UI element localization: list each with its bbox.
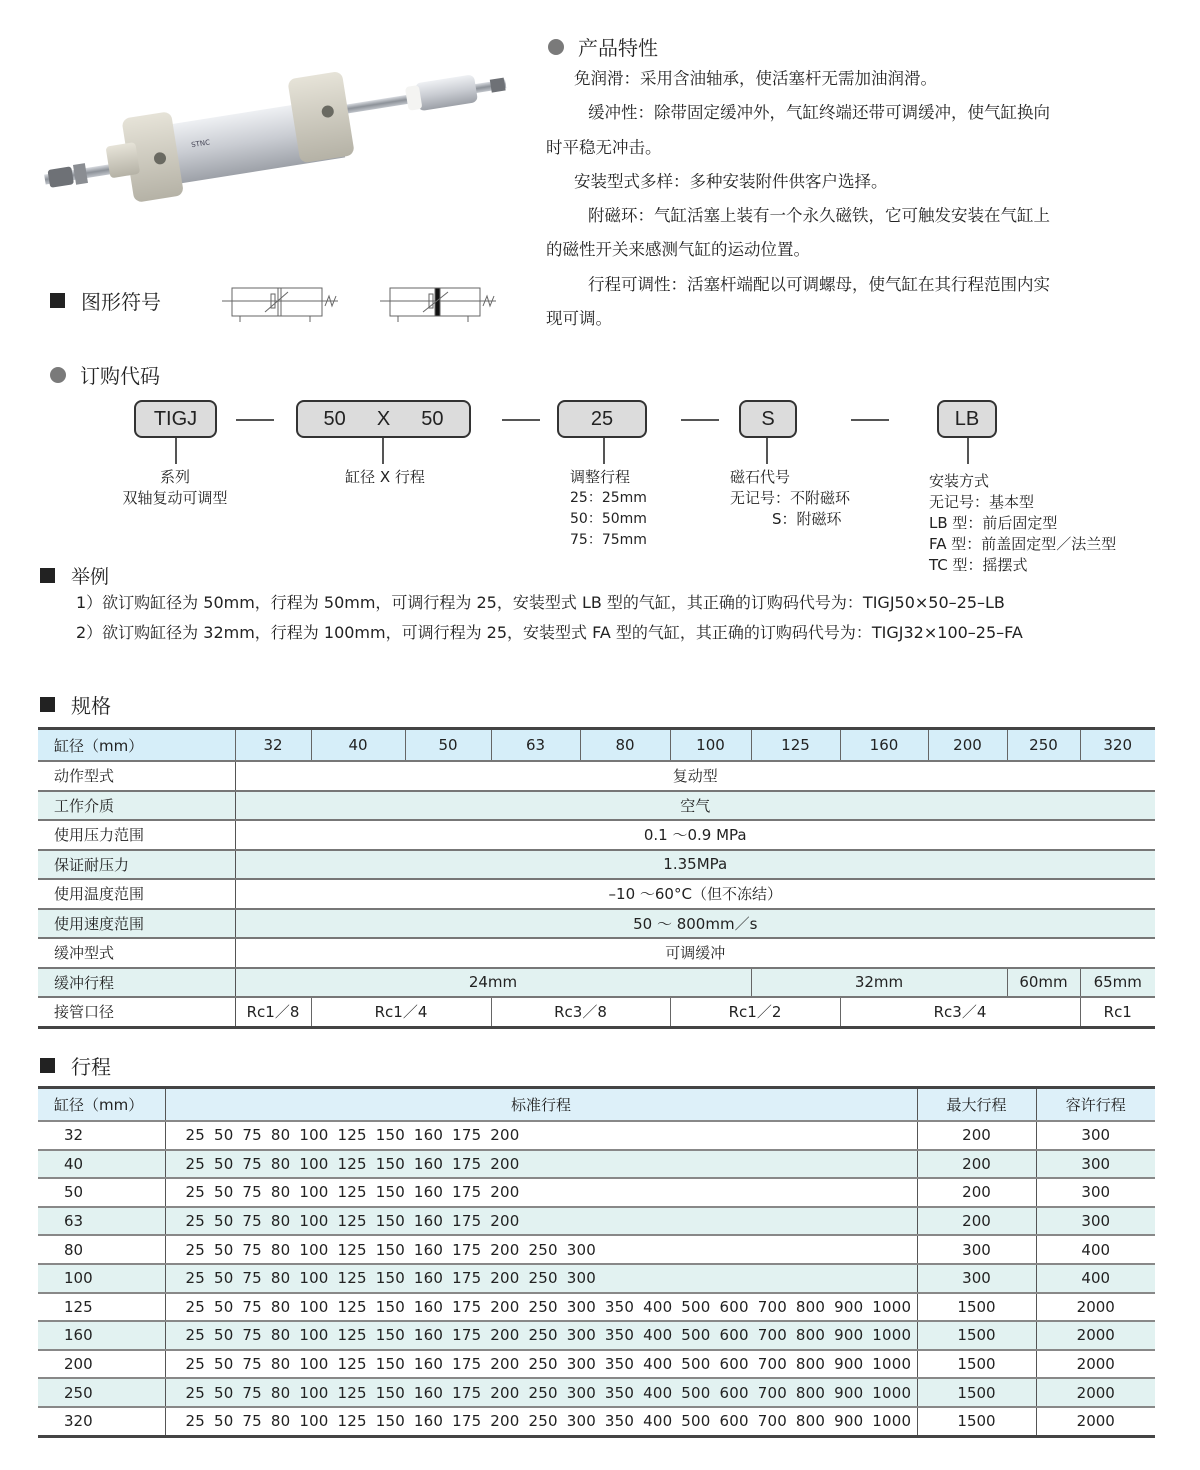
bore-header-cell: 63 <box>491 729 580 762</box>
stroke-max-cell: 300 <box>917 1264 1036 1293</box>
connector-line <box>175 438 177 464</box>
code-dash <box>681 419 719 421</box>
spec-title: 规格 <box>71 694 111 718</box>
stroke-row <box>38 1293 1155 1322</box>
example-title: 举例 <box>71 566 110 588</box>
spec-row-port <box>38 997 1155 1027</box>
port-cell: Rc1 <box>1080 997 1155 1027</box>
label-line: 调整行程 <box>570 468 631 486</box>
stroke-row <box>38 1378 1155 1407</box>
cylinder-magnet-symbol-icon <box>378 284 503 324</box>
stroke-standard-cell: 25 50 75 80 100 125 150 160 175 200 <box>165 1178 917 1207</box>
stroke-bore-cell: 320 <box>38 1407 165 1436</box>
code-magnet-value: S <box>761 407 775 430</box>
code-box-magnet <box>739 400 797 438</box>
spec-row-value: 复动型 <box>235 761 1155 791</box>
bore-header-cell: 200 <box>928 729 1007 762</box>
spec-row <box>38 791 1155 821</box>
spec-row-label: 接管口径 <box>38 997 235 1027</box>
bore-header-cell: 160 <box>840 729 928 762</box>
spec-heading <box>40 690 111 719</box>
stroke-bore-cell: 63 <box>38 1207 165 1236</box>
spec-row <box>38 938 1155 968</box>
stroke-allow-cell: 2000 <box>1036 1321 1155 1350</box>
stroke-max-cell: 200 <box>917 1178 1036 1207</box>
stroke-max-cell: 1500 <box>917 1350 1036 1379</box>
label-line: LB 型：前后固定型 <box>929 514 1058 532</box>
label-line: 25：25mm <box>570 490 647 506</box>
code-box-adjust <box>557 400 647 438</box>
label-line: FA 型：前盖固定型／法兰型 <box>929 535 1117 553</box>
stroke-row <box>38 1207 1155 1236</box>
features-body <box>546 62 1136 336</box>
spec-table <box>38 727 1155 1029</box>
spec-row-cushion-stroke <box>38 968 1155 998</box>
spec-row-value: –10 ～60°C（但不冻结） <box>235 879 1155 909</box>
stroke-allow-cell: 400 <box>1036 1264 1155 1293</box>
spec-row <box>38 879 1155 909</box>
stroke-allow-cell: 2000 <box>1036 1407 1155 1436</box>
cushion-stroke-cell: 24mm <box>235 968 751 998</box>
spec-row-value: 0.1 ～0.9 MPa <box>235 820 1155 850</box>
stroke-standard-cell: 25 50 75 80 100 125 150 160 175 200 250 300 350 400 500 600 700 800 900 1000 <box>165 1407 917 1436</box>
feature-line: 免润滑：采用含油轴承，使活塞杆无需加油润滑。 <box>574 69 937 88</box>
code-adjust-value: 25 <box>590 407 614 430</box>
stroke-heading <box>40 1051 111 1080</box>
example-heading <box>40 562 109 589</box>
code-box-series <box>134 400 217 438</box>
stroke-header-standard: 标准行程 <box>165 1088 917 1122</box>
stroke-bore-cell: 250 <box>38 1378 165 1407</box>
stroke-max-cell: 300 <box>917 1235 1036 1264</box>
stroke-standard-cell: 25 50 75 80 100 125 150 160 175 200 <box>165 1121 917 1150</box>
spec-row-label: 保证耐压力 <box>38 850 235 880</box>
stroke-standard-cell: 25 50 75 80 100 125 150 160 175 200 250 300 350 400 500 600 700 800 900 1000 <box>165 1378 917 1407</box>
stroke-max-cell: 200 <box>917 1150 1036 1179</box>
feature-line: 行程可调性：活塞杆端配以可调螺母，使气缸在其行程范围内实 <box>588 274 1050 294</box>
code-dash <box>236 419 274 421</box>
example-line: 2）欲订购缸径为 32mm，行程为 100mm，可调行程为 25，安装型式 FA 型的气缸，其正确的订购码代号为：TIGJ32×100–25–FA <box>76 623 1023 642</box>
feature-line: 现可调。 <box>546 309 612 329</box>
stroke-allow-cell: 300 <box>1036 1207 1155 1236</box>
features-title: 产品特性 <box>578 36 658 60</box>
stroke-table <box>38 1086 1155 1438</box>
stroke-row <box>38 1407 1155 1436</box>
stroke-header-row <box>38 1088 1155 1122</box>
port-cell: Rc1／2 <box>670 997 840 1027</box>
cushion-stroke-cell: 60mm <box>1007 968 1080 998</box>
stroke-header-allow: 容许行程 <box>1036 1088 1155 1122</box>
code-box-mount <box>937 400 997 438</box>
bullet-circle-icon <box>50 367 66 383</box>
spec-row <box>38 909 1155 939</box>
stroke-bore-cell: 80 <box>38 1235 165 1264</box>
stroke-title: 行程 <box>71 1055 111 1079</box>
stroke-bore-cell: 100 <box>38 1264 165 1293</box>
stroke-allow-cell: 2000 <box>1036 1350 1155 1379</box>
code-x-separator: X <box>376 407 391 430</box>
stroke-row <box>38 1121 1155 1150</box>
port-cell: Rc1／8 <box>235 997 311 1027</box>
stroke-header-bore: 缸径（mm） <box>38 1088 165 1122</box>
stroke-standard-cell: 25 50 75 80 100 125 150 160 175 200 250 300 350 400 500 600 700 800 900 1000 <box>165 1350 917 1379</box>
label-line: TC 型：摇摆式 <box>929 556 1028 574</box>
feature-line: 安装型式多样：多种安装附件供客户选择。 <box>574 171 888 191</box>
stroke-bore-cell: 32 <box>38 1121 165 1150</box>
label-line: 磁石代号 <box>730 468 791 486</box>
spec-row-label: 缓冲型式 <box>38 938 235 968</box>
stroke-allow-cell: 300 <box>1036 1178 1155 1207</box>
feature-line: 缓冲性：除带固定缓冲外，气缸终端还带可调缓冲，使气缸换向 <box>588 103 1050 123</box>
port-cell: Rc3／8 <box>491 997 670 1027</box>
stroke-allow-cell: 2000 <box>1036 1378 1155 1407</box>
spec-row <box>38 820 1155 850</box>
adjust-description <box>570 467 647 551</box>
order-code-heading <box>50 360 160 389</box>
code-dash <box>502 419 540 421</box>
mount-description <box>929 471 1116 576</box>
connector-line <box>766 438 768 464</box>
port-cell: Rc1／4 <box>311 997 491 1027</box>
stroke-bore-cell: 125 <box>38 1293 165 1322</box>
stroke-standard-cell: 25 50 75 80 100 125 150 160 175 200 250 300 350 400 500 600 700 800 900 1000 <box>165 1293 917 1322</box>
spec-row-value: 空气 <box>235 791 1155 821</box>
stroke-row <box>38 1321 1155 1350</box>
graphic-symbol-title: 图形符号 <box>81 290 161 314</box>
stroke-standard-cell: 25 50 75 80 100 125 150 160 175 200 250 300 350 400 500 600 700 800 900 1000 <box>165 1321 917 1350</box>
spec-row-label: 缓冲行程 <box>38 968 235 998</box>
stroke-row <box>38 1235 1155 1264</box>
spec-row-label: 工作介质 <box>38 791 235 821</box>
stroke-standard-cell: 25 50 75 80 100 125 150 160 175 200 250 300 <box>165 1264 917 1293</box>
code-mount-value: LB <box>954 407 980 430</box>
stroke-header-max: 最大行程 <box>917 1088 1036 1122</box>
stroke-standard-cell: 25 50 75 80 100 125 150 160 175 200 <box>165 1207 917 1236</box>
spec-row-value: 50 ～ 800mm／s <box>235 909 1155 939</box>
order-code-title: 订购代码 <box>80 364 160 388</box>
stroke-allow-cell: 400 <box>1036 1235 1155 1264</box>
label-line: 系列 <box>159 468 190 486</box>
port-cell: Rc3／4 <box>840 997 1080 1027</box>
stroke-max-cell: 1500 <box>917 1407 1036 1436</box>
code-dash <box>851 419 889 421</box>
connector-line <box>603 438 605 464</box>
graphic-symbol-heading <box>50 286 161 315</box>
bore-header-cell: 40 <box>311 729 405 762</box>
spec-header-row <box>38 729 1155 762</box>
bore-header-cell: 32 <box>235 729 311 762</box>
bullet-square-icon <box>50 293 65 308</box>
cushion-stroke-cell: 32mm <box>751 968 1007 998</box>
spec-row-label: 动作型式 <box>38 761 235 791</box>
stroke-row <box>38 1150 1155 1179</box>
label-line: 无记号：不附磁环 <box>730 489 851 507</box>
spec-row-value: 可调缓冲 <box>235 938 1155 968</box>
bore-header-cell: 50 <box>405 729 491 762</box>
stroke-max-cell: 200 <box>917 1121 1036 1150</box>
code-box-bore-stroke <box>296 400 471 438</box>
stroke-bore-cell: 40 <box>38 1150 165 1179</box>
bore-stroke-description <box>330 467 440 488</box>
label-line: 缸径 X 行程 <box>345 468 425 486</box>
connector-line <box>967 438 969 464</box>
stroke-bore-cell: 50 <box>38 1178 165 1207</box>
spec-row-label: 使用压力范围 <box>38 820 235 850</box>
feature-line: 时平稳无冲击。 <box>546 137 662 157</box>
stroke-max-cell: 1500 <box>917 1293 1036 1322</box>
spec-row-label: 使用速度范围 <box>38 909 235 939</box>
connector-line <box>382 438 384 464</box>
cushion-stroke-cell: 65mm <box>1080 968 1155 998</box>
stroke-row <box>38 1350 1155 1379</box>
label-line: 50：50mm <box>570 511 647 527</box>
stroke-max-cell: 200 <box>917 1207 1036 1236</box>
series-description <box>100 467 250 509</box>
spec-row <box>38 761 1155 791</box>
stroke-allow-cell: 300 <box>1036 1150 1155 1179</box>
cylinder-symbol-icon <box>220 284 345 324</box>
magnet-description <box>730 467 850 530</box>
spec-row <box>38 850 1155 880</box>
code-bore-value: 50 <box>323 407 346 430</box>
stroke-max-cell: 1500 <box>917 1378 1036 1407</box>
bullet-circle-icon <box>548 39 564 55</box>
stroke-standard-cell: 25 50 75 80 100 125 150 160 175 200 <box>165 1150 917 1179</box>
label-line: 无记号：基本型 <box>929 493 1035 511</box>
stroke-allow-cell: 300 <box>1036 1121 1155 1150</box>
bore-header-cell: 250 <box>1007 729 1080 762</box>
stroke-row <box>38 1178 1155 1207</box>
stroke-bore-cell: 160 <box>38 1321 165 1350</box>
label-line: 双轴复动可调型 <box>122 489 228 507</box>
label-line: 安装方式 <box>929 472 990 490</box>
stroke-allow-cell: 2000 <box>1036 1293 1155 1322</box>
bore-header-cell: 100 <box>670 729 751 762</box>
stroke-max-cell: 1500 <box>917 1321 1036 1350</box>
label-line: 75：75mm <box>570 532 647 548</box>
stroke-bore-cell: 200 <box>38 1350 165 1379</box>
code-stroke-value: 50 <box>421 407 444 430</box>
spec-row-label: 使用温度范围 <box>38 879 235 909</box>
label-line: S：附磁环 <box>772 510 842 528</box>
code-series-value: TIGJ <box>153 407 198 430</box>
feature-line: 的磁性开关来感测气缸的运动位置。 <box>546 240 810 260</box>
spec-row-value: 1.35MPa <box>235 850 1155 880</box>
bore-header-cell: 320 <box>1080 729 1155 762</box>
bullet-square-icon <box>40 1058 55 1073</box>
feature-line: 附磁环：气缸活塞上装有一个永久磁铁，它可触发安装在气缸上 <box>588 206 1050 226</box>
stroke-row <box>38 1264 1155 1293</box>
bore-header-cell: 125 <box>751 729 840 762</box>
brand-label: STNC <box>190 138 211 150</box>
bore-header-cell: 80 <box>580 729 670 762</box>
features-heading <box>548 32 658 61</box>
example-line: 1）欲订购缸径为 50mm，行程为 50mm，可调行程为 25，安装型式 LB 型的气缸，其正确的订购码代号为：TIGJ50×50–25–LB <box>76 593 1005 612</box>
bullet-square-icon <box>40 568 55 583</box>
stroke-standard-cell: 25 50 75 80 100 125 150 160 175 200 250 300 <box>165 1235 917 1264</box>
bullet-square-icon <box>40 697 55 712</box>
product-photo <box>30 50 520 210</box>
spec-header-label: 缸径（mm） <box>38 729 235 762</box>
